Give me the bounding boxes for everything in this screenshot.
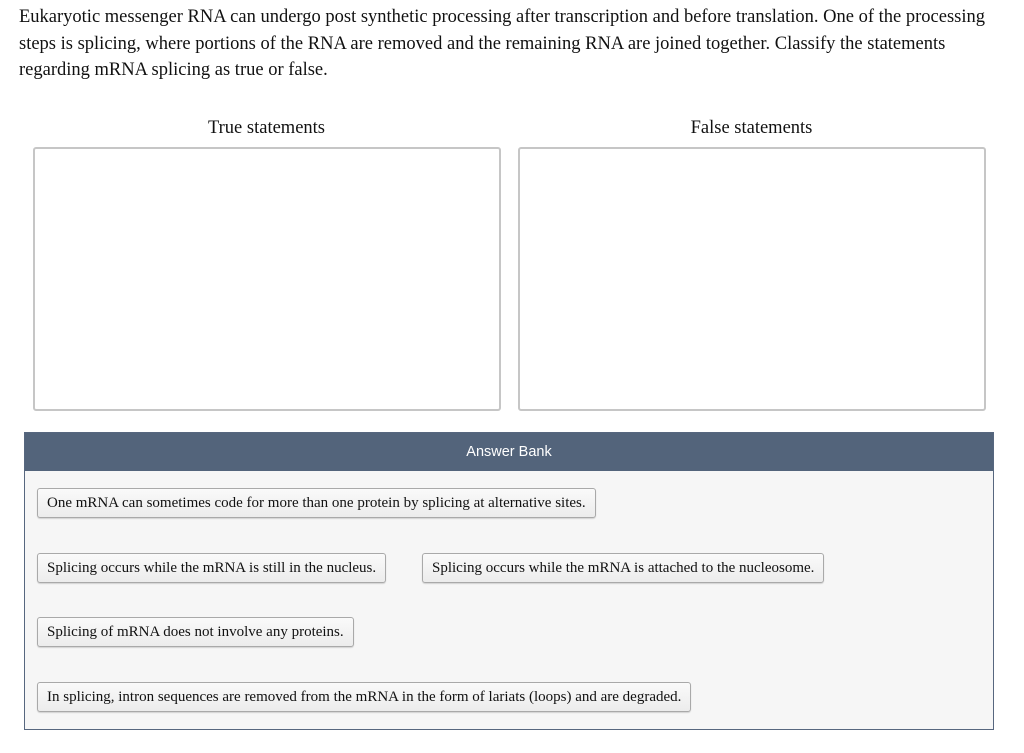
- false-statements-heading: False statements: [690, 118, 813, 138]
- answer-tile-alternative-splicing[interactable]: One mRNA can sometimes code for more than one protein by splicing at alternative sites.: [37, 488, 596, 518]
- false-statements-drop-zone[interactable]: [518, 147, 986, 411]
- answer-tile-intron-lariats[interactable]: In splicing, intron sequences are removed from the mRNA in the form of lariats (loops) and are degraded.: [37, 682, 691, 712]
- answer-tile-splicing-on-nucleosome[interactable]: Splicing occurs while the mRNA is attached to the nucleosome.: [422, 553, 824, 583]
- answer-tile-no-proteins[interactable]: Splicing of mRNA does not involve any proteins.: [37, 617, 354, 647]
- answer-tile-splicing-in-nucleus[interactable]: Splicing occurs while the mRNA is still in the nucleus.: [37, 553, 386, 583]
- true-statements-drop-zone[interactable]: [33, 147, 501, 411]
- question-text: Eukaryotic messenger RNA can undergo post synthetic processing after transcription and before translation. One of the processing steps is splicing, where portions of the RNA are removed and the remaining RNA are joined together. Classify the statements regarding mRNA splicing as true or false.: [19, 7, 986, 80]
- true-statements-heading: True statements: [208, 118, 325, 138]
- answer-bank[interactable]: [24, 432, 994, 730]
- answer-bank-header: Answer Bank: [25, 433, 993, 471]
